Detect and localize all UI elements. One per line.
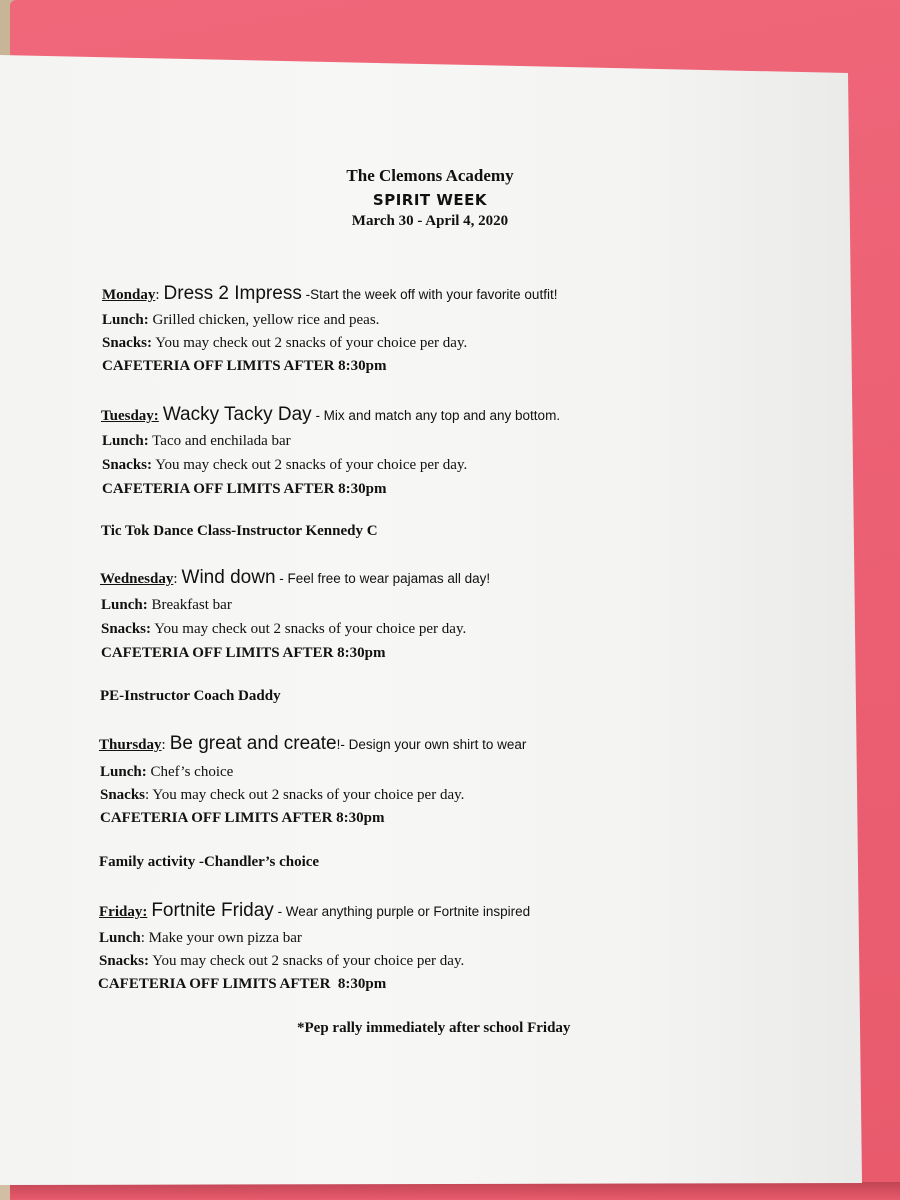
day-name: Friday: [99,904,148,920]
day-theme: Dress 2 Impress [163,283,302,304]
monday-heading: Monday: Dress 2 Impress -Start the week off with your favorite outfit! [102,283,558,304]
monday-cafeteria-notice: CAFETERIA OFF LIMITS AFTER 8:30pm [102,358,387,374]
tuesday-snacks: Snacks: You may check out 2 snacks of your choice per day. [102,457,468,473]
friday-lunch: Lunch: Make your own pizza bar [99,930,302,946]
day-name: Tuesday: [101,408,159,424]
wednesday-activity: PE-Instructor Coach Daddy [100,688,281,704]
day-description: - Feel free to wear pajamas all day! [275,571,491,586]
thursday-snacks: Snacks: You may check out 2 snacks of your choice per day. [100,787,465,803]
thursday-lunch: Lunch: Chef’s choice [100,764,234,780]
friday-snacks: Snacks: You may check out 2 snacks of your choice per day. [99,953,465,969]
wednesday-lunch: Lunch: Breakfast bar [101,597,232,613]
friday-heading [99,900,530,922]
event-title: SPIRIT WEEK [372,191,488,209]
day-description: - Mix and match any top and any bottom. [311,408,561,423]
tuesday-cafeteria-notice: CAFETERIA OFF LIMITS AFTER 8:30pm [102,481,387,497]
thursday-activity: Family activity -Chandler’s choice [99,854,320,870]
thursday-cafeteria-notice: CAFETERIA OFF LIMITS AFTER 8:30pm [100,810,385,826]
friday-cafeteria-notice: CAFETERIA OFF LIMITS AFTER 8:30pm [98,976,387,992]
day-theme: Fortnite Friday [151,900,274,921]
day-name: Wednesday [100,571,174,587]
monday-snacks: Snacks: You may check out 2 snacks of your choice per day. [102,335,468,351]
day-theme: Wacky Tacky Day [162,404,312,425]
day-theme: Be great and create [169,733,337,754]
day-name: Monday [102,287,156,303]
monday-lunch: Lunch: Grilled chicken, yellow rice and peas. [102,312,380,328]
tuesday-activity: Tic Tok Dance Class-Instructor Kennedy C [101,523,378,539]
day-description: - Wear anything purple or Fortnite inspired [273,904,531,919]
school-name: The Clemons Academy [346,166,514,185]
day-description: -Start the week off with your favorite outfit! [301,287,558,302]
day-name: Thursday [99,737,162,753]
thursday-heading: Thursday: Be great and create!- Design your own shirt to wear [99,733,527,754]
day-description: !- Design your own shirt to wear [336,737,527,752]
event-dates: March 30 - April 4, 2020 [351,213,509,229]
wednesday-heading: Wednesday: Wind down - Feel free to wear pajamas all day! [100,567,491,588]
wednesday-cafeteria-notice: CAFETERIA OFF LIMITS AFTER 8:30pm [101,645,386,661]
tuesday-heading [101,404,560,426]
tuesday-lunch: Lunch: Taco and enchilada bar [102,433,291,449]
wednesday-snacks: Snacks: You may check out 2 snacks of your choice per day. [101,621,467,637]
pep-rally-note: *Pep rally immediately after school Friday [297,1020,571,1036]
day-theme: Wind down [181,567,276,588]
